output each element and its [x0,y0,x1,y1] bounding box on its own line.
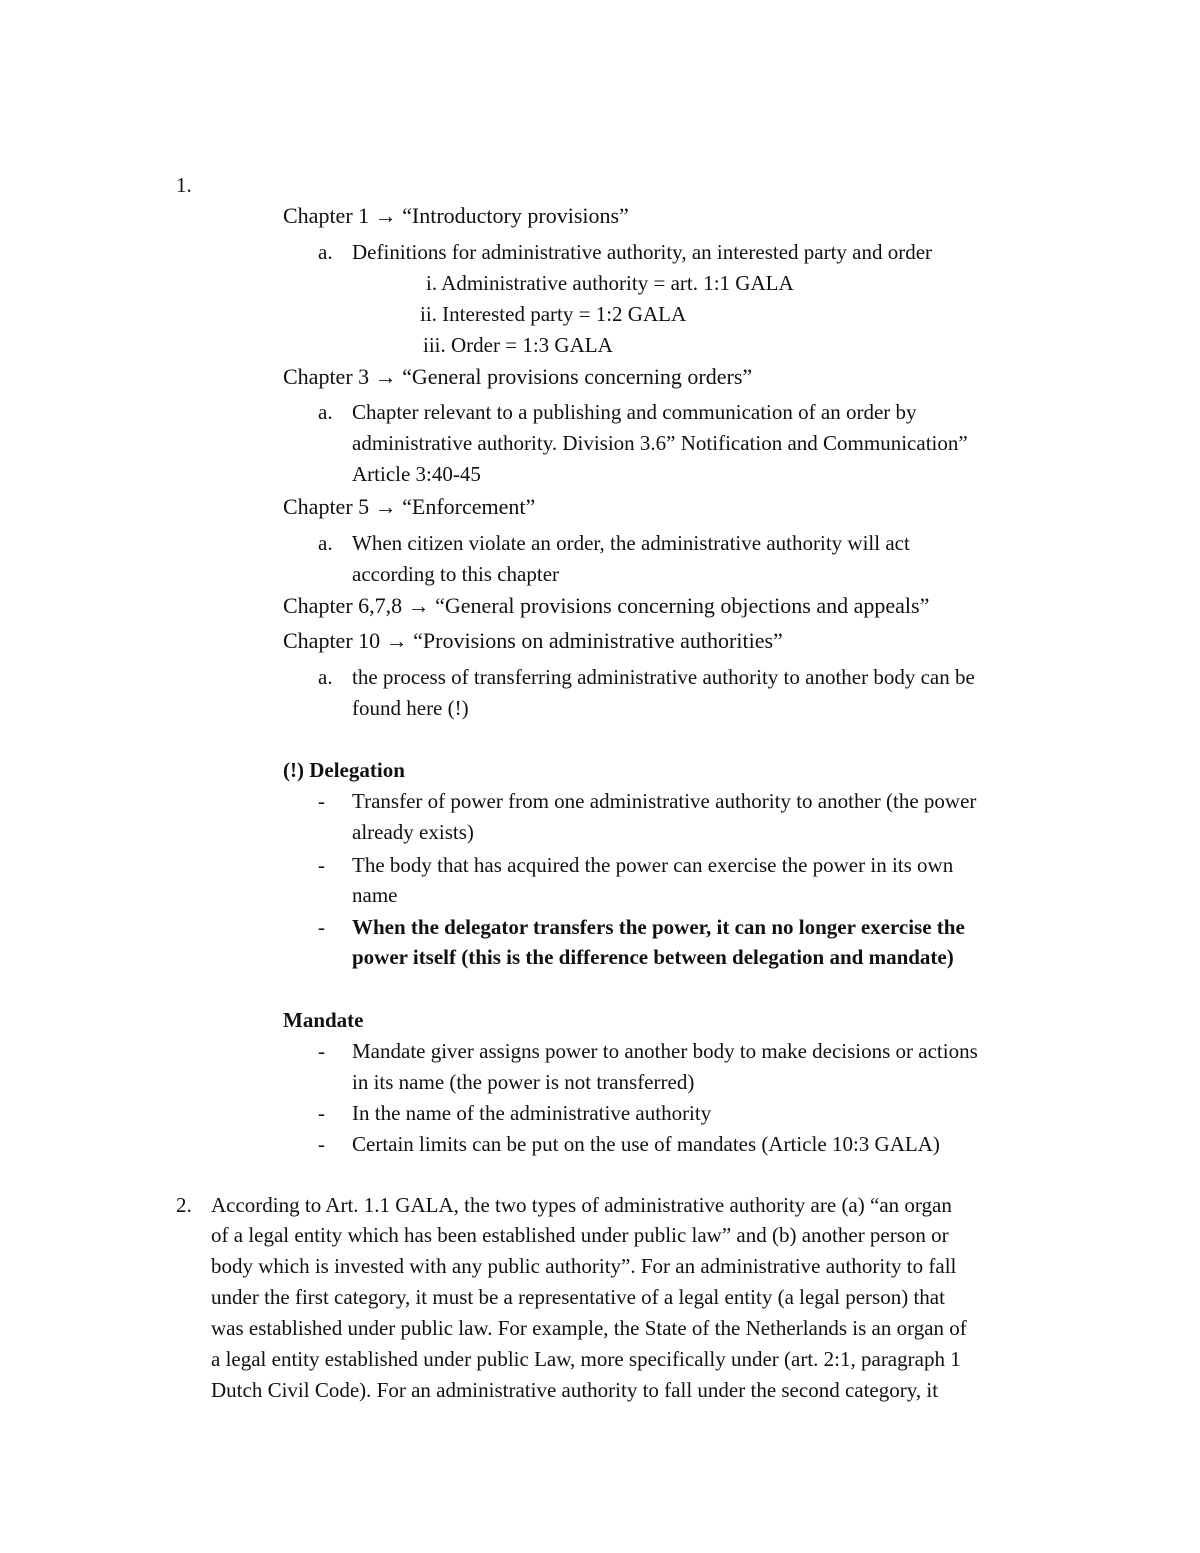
mandate-bullet: - [318,1132,325,1156]
chapter-1-sub-iii: iii. Order = 1:3 GALA [423,333,613,357]
list-number-1: 1. [176,173,192,197]
delegation-item-line: The body that has acquired the power can exercise the power in its own [352,853,954,877]
chapter-3-text-line: Article 3:40-45 [352,462,481,486]
mandate-item-line: in its name (the power is not transferred) [352,1070,695,1094]
mandate-item-line: Mandate giver assigns power to another body to make decisions or actions [352,1039,978,1063]
chapter-3-text-line: administrative authority. Division 3.6” Notification and Communication” [352,431,968,455]
delegation-item-line: already exists) [352,820,474,844]
mandate-heading: Mandate [283,1008,364,1032]
mandate-item-line: Certain limits can be put on the use of mandates (Article 10:3 GALA) [352,1132,940,1156]
item-2-paragraph-line: a legal entity established under public Law, more specifically under (art. 2:1, paragraph 1 [211,1347,961,1371]
item-2-paragraph-line: of a legal entity which has been established under public law” and (b) another person or [211,1223,949,1247]
chapter-1-heading: Chapter 1 → “Introductory provisions” [283,203,629,228]
chapter-1-text: Definitions for administrative authority, an interested party and order [352,240,933,264]
list-number-2: 2. [176,1193,192,1217]
mandate-item-line: In the name of the administrative authority [352,1101,712,1125]
delegation-bullet: - [318,853,325,877]
mandate-bullet: - [318,1039,325,1063]
delegation-bullet: - [318,789,325,813]
chapter-5-text-line: according to this chapter [352,562,560,586]
item-2-paragraph-line: Dutch Civil Code). For an administrative authority to fall under the second category, it [211,1378,939,1402]
delegation-item-line-bold: power itself (this is the difference between delegation and mandate) [352,945,954,969]
item-2-paragraph-line: was established under public law. For example, the State of the Netherlands is an organ of [211,1316,967,1340]
delegation-item-line: Transfer of power from one administrative authority to another (the power [352,789,977,813]
delegation-item-line: name [352,883,398,907]
chapter-6-7-8-heading: Chapter 6,7,8 → “General provisions concerning objections and appeals” [283,593,930,618]
mandate-bullet: - [318,1101,325,1125]
chapter-5-heading: Chapter 5 → “Enforcement” [283,494,536,519]
chapter-3-text-line: Chapter relevant to a publishing and communication of an order by [352,400,917,424]
chapter-3-heading: Chapter 3 → “General provisions concerning orders” [283,364,753,389]
item-2-paragraph-line: body which is invested with any public authority”. For an administrative authority to fall [211,1254,957,1278]
chapter-1-sub-ii: ii. Interested party = 1:2 GALA [420,302,687,326]
item-2-paragraph-line: under the first category, it must be a representative of a legal entity (a legal person) that [211,1285,945,1309]
chapter-1-sub-i: i. Administrative authority = art. 1:1 GALA [426,271,794,295]
chapter-3-marker: a. [318,400,333,424]
chapter-1-marker: a. [318,240,333,264]
delegation-item-line-bold: When the delegator transfers the power, it can no longer exercise the [352,915,965,939]
chapter-10-text-line: found here (!) [352,696,469,720]
delegation-bullet: - [318,915,325,939]
delegation-heading: (!) Delegation [283,758,405,782]
chapter-5-text-line: When citizen violate an order, the administrative authority will act [352,531,910,555]
chapter-10-text-line: the process of transferring administrative authority to another body can be [352,665,975,689]
item-2-paragraph-line: According to Art. 1.1 GALA, the two types of administrative authority are (a) “an organ [211,1193,952,1217]
chapter-10-heading: Chapter 10 → “Provisions on administrative authorities” [283,628,783,653]
chapter-5-marker: a. [318,531,333,555]
chapter-10-marker: a. [318,665,333,689]
